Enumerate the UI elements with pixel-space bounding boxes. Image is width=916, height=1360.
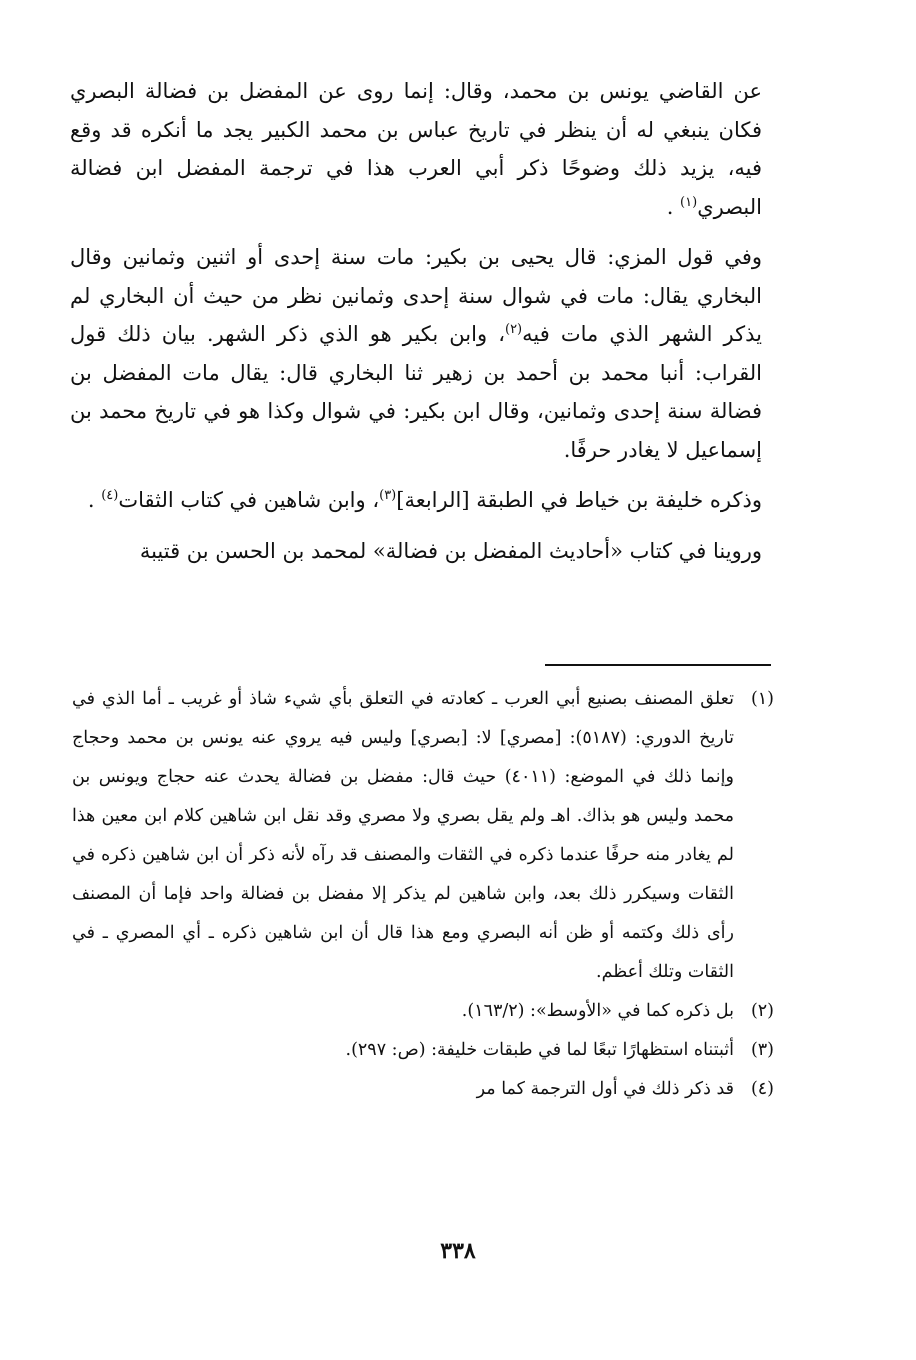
paragraph-3 [70,481,762,520]
footnote-text: أثبتناه استظهارًا تبعًا لما في طبقات خليفة: (ص: ٢٩٧). [345,1040,734,1060]
footnote-number: (١) [750,689,774,709]
paragraph-2 [70,238,762,469]
main-text [70,72,762,582]
paragraph-text: . [666,194,681,219]
paragraph-4 [70,532,762,571]
footnote-4 [72,1070,774,1109]
footnote-ref-1: (١) [680,194,698,210]
page-number: ٣٣٨ [440,1238,476,1264]
footnote-number: (٣) [750,1040,774,1060]
footnote-1 [72,680,774,992]
footnote-separator [545,664,771,666]
footnote-number: (٢) [750,1001,774,1021]
footnote-text: تعلق المصنف بصنيع أبي العرب ـ كعادته في التعلق بأي شيء شاذ أو غريب ـ أما الذي في تاريخ الدوري: (٥١٨٧): [مصري] لا: [بصري] وليس فيه يروي عنه يونس بن محمد وحجاج وإنما ذلك في الموضع: (٤٠١١) حيث قال: مفضل بن فضالة يحدث عنه حجاج ويونس بن محمد وليس هو بذاك. اهـ ولم يقل بصري ولا مصري وقد نقل ابن شاهين كلام ابن معين هذا لم يغادر منه حرفًا عندما ذكره في الثقات والمصنف قد رآه لأنه ذكر أن ابن شاهين ذكره في الثقات وسيكرر ذلك بعد، وابن شاهين لم يذكر إلا مفضل بن فضالة واحد فإما أن المصنف رأى ذلك وكتمه أو ظن أنه البصري ومع هذا قال أن ابن شاهين ذكره ـ أي المصري ـ في الثقات وتلك أعظم. [72,689,734,982]
footnote-text: قد ذكر ذلك في أول الترجمة كما مر [476,1079,734,1099]
paragraph-text: وذكره خليفة بن خياط في الطبقة [الرابعة] [396,488,762,512]
paragraph-text: ، وابن شاهين في كتاب الثقات [118,488,380,512]
footnote-2 [72,992,774,1031]
paragraph-1 [70,72,762,226]
footnotes [72,680,774,1109]
footnote-ref-2: (٢) [504,322,523,337]
paragraph-text: وفي قول المزي: قال يحيى بن بكير: مات سنة إحدى أو اثنين وثمانين وقال البخاري يقال: مات في شوال سنة إحدى وثمانين نظر من حيث أن البخاري لم يذكر الشهر الذي مات فيه [70,245,762,346]
paragraph-text: ، وابن بكير هو الذي ذكر الشهر. بيان ذلك قول القراب: أنبا محمد بن أحمد بن زهير ثنا البخاري قال: يقال مات المفضل بن فضالة سنة إحدى وثمانين، وقال ابن بكير: في شوال وكذا هو في تاريخ محمد بن إسماعيل لا يغادر حرفًا. [70,322,762,462]
paragraph-text: وروينا في كتاب «أحاديث المفضل بن فضالة» لمحمد بن الحسن بن قتيبة [139,538,762,563]
footnote-ref-3: (٣) [379,488,397,503]
footnote-3 [72,1031,774,1070]
footnote-number: (٤) [750,1079,774,1099]
paragraph-text: عن القاضي يونس بن محمد، وقال: إنما روى عن المفضل بن فضالة البصري فكان ينبغي له أن ينظر في تاريخ عباس بن محمد الكبير يجد ما أنكره قد وقع فيه، يزيد ذلك وضوحًا ذكر أبي العرب هذا في ترجمة المفضل ابن فضالة البصري [70,79,762,219]
paragraph-text: . [87,488,102,512]
footnote-text: بل ذكره كما في «الأوسط»: (١٦٣/٢). [461,1001,734,1021]
footnote-ref-4: (٤) [101,488,119,503]
